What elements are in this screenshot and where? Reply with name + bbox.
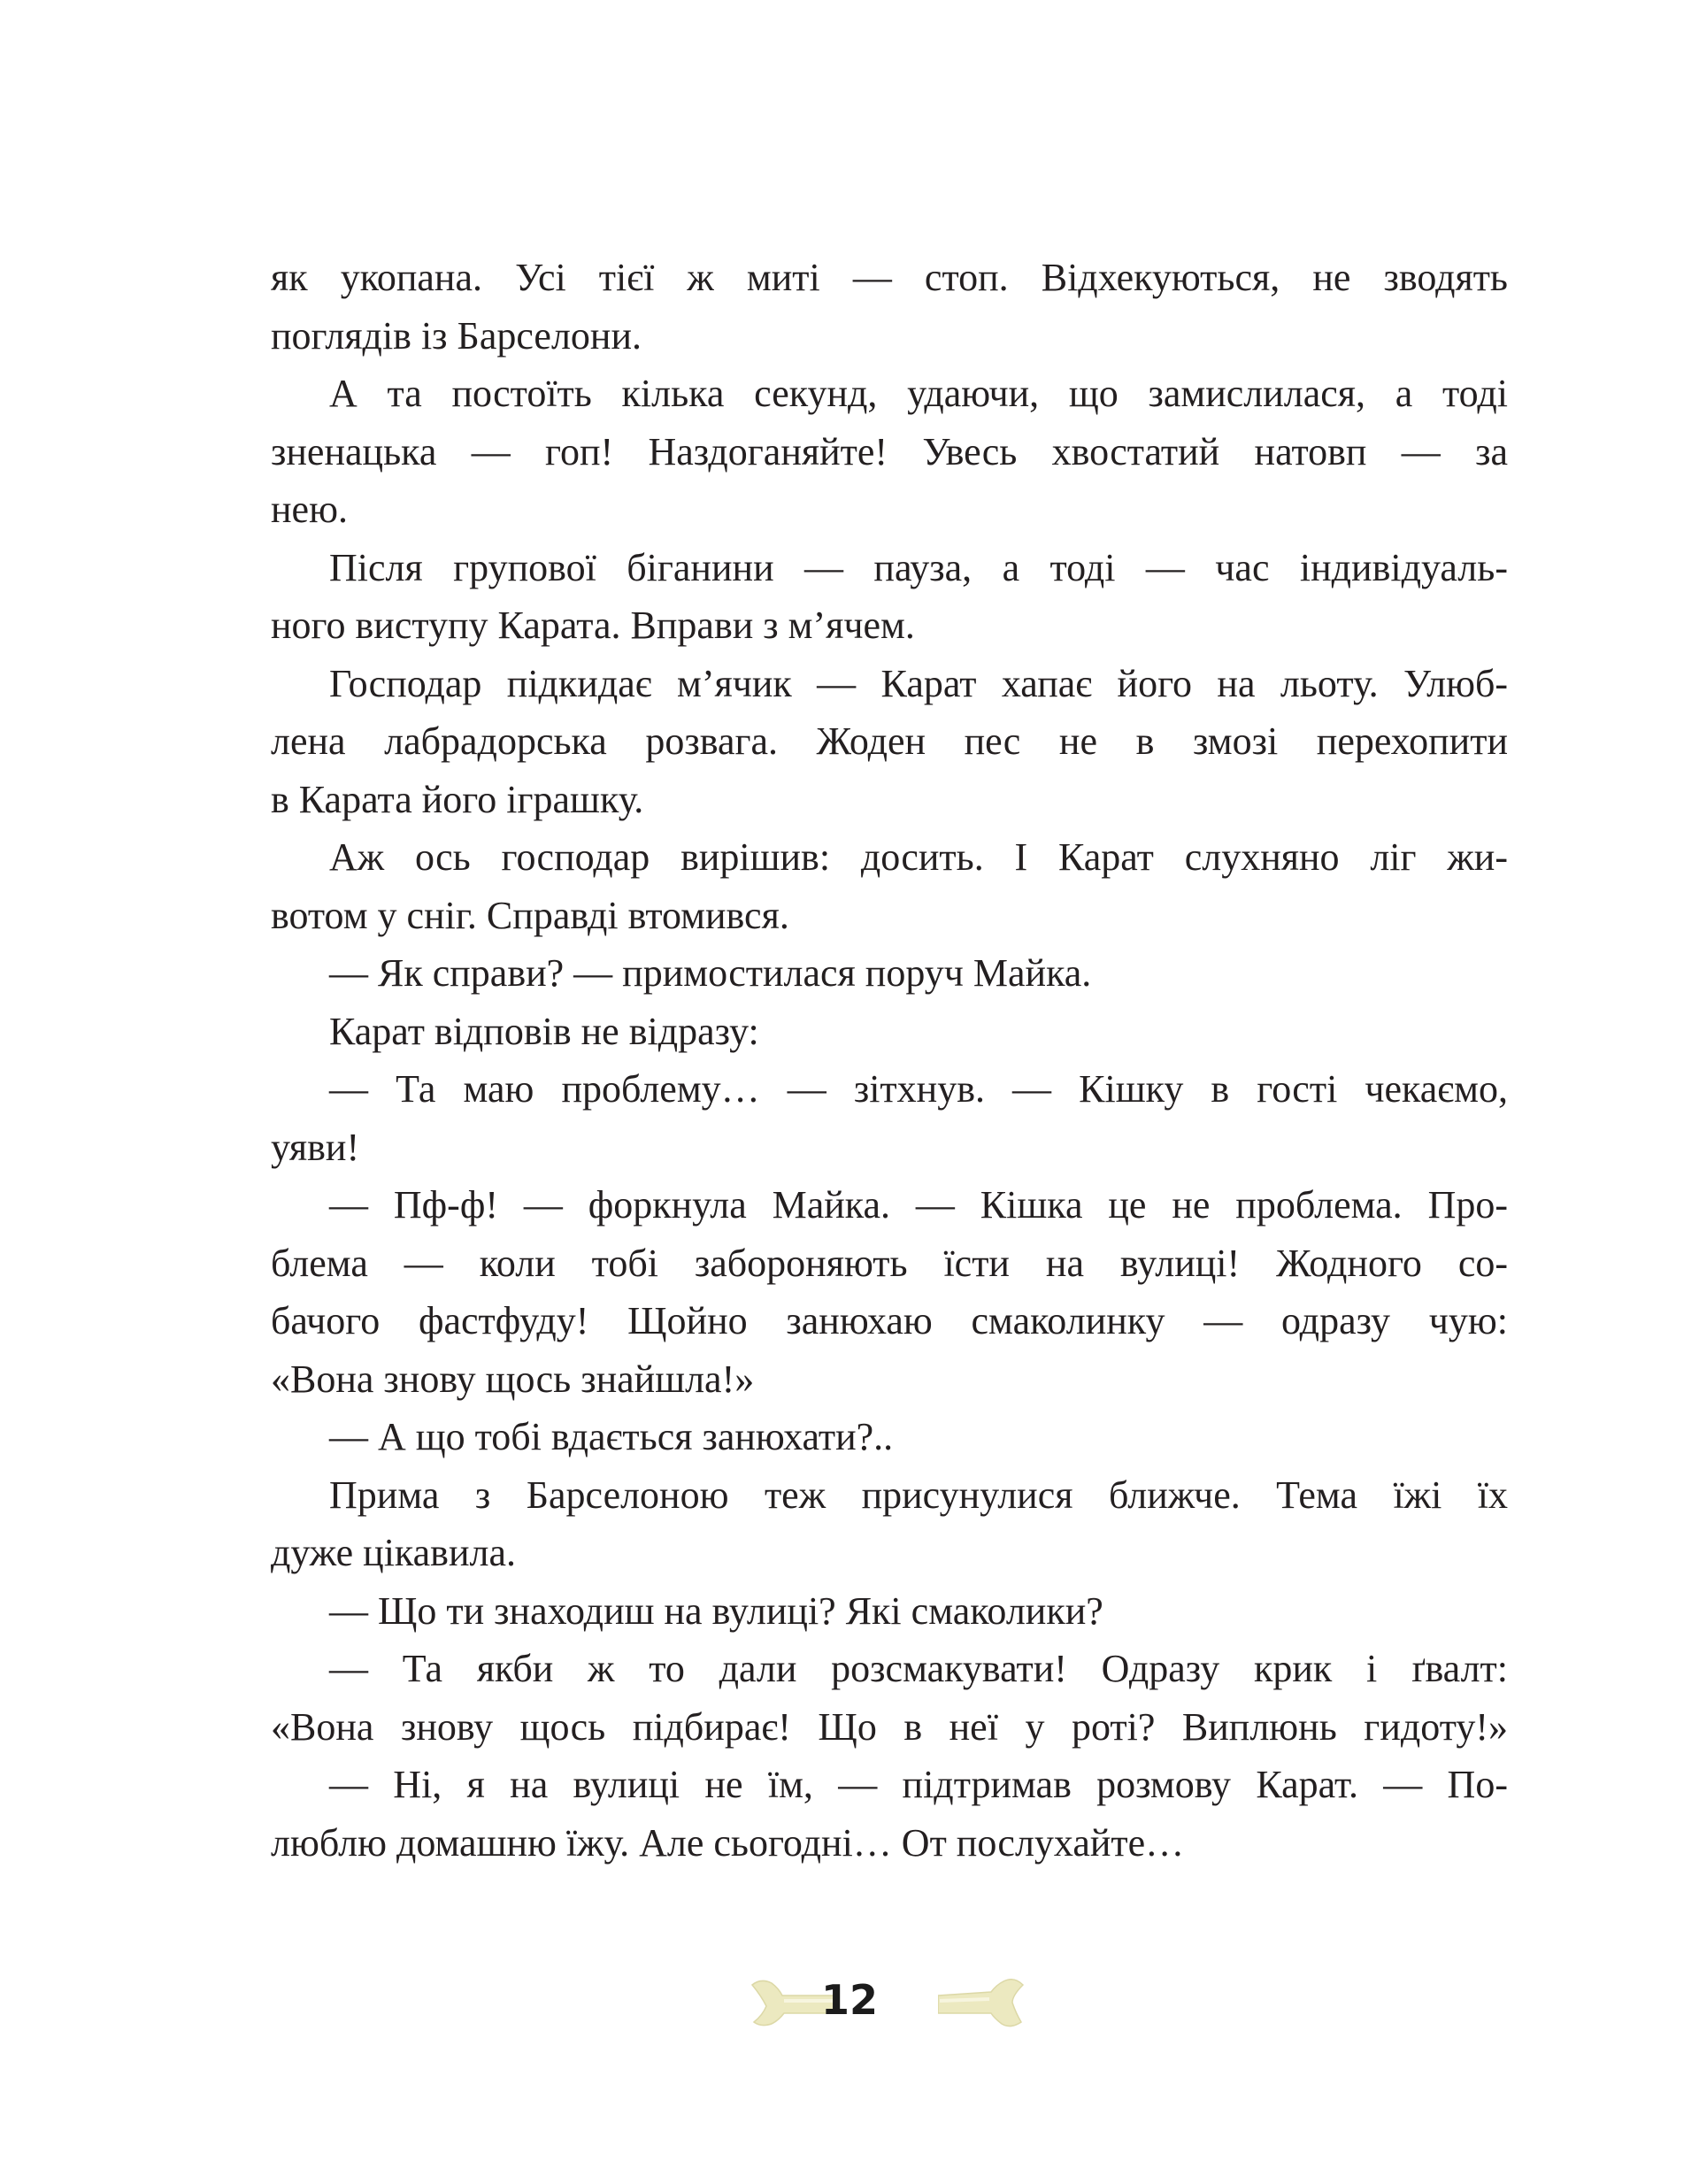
text-line: «Вона знову щось підбирає! Що в неї у роті? Виплюнь гидоту!» — [271, 1704, 1508, 1749]
text-line: «Вона знову щось знайшла!» — [271, 1357, 755, 1401]
text-line: Після групової біганини — пауза, а тоді — час індивідуаль- — [329, 545, 1508, 589]
text-line: лена лабрадорська розвага. Жоден пес не в змозі перехопити — [271, 719, 1508, 763]
page-number: 12 — [820, 1976, 879, 2024]
text-line: — А що тобі вдається занюхати?.. — [329, 1415, 894, 1458]
bone-icon — [938, 1976, 1026, 2029]
text-line: бачого фастфуду! Щойно занюхаю смаколинку — одразу чую: — [271, 1299, 1508, 1342]
text-line: Господар підкидає м’ячик — Карат хапає його на льоту. Улюб- — [329, 661, 1508, 705]
text-line: люблю домашню їжу. Але сьогодні… От послухайте… — [271, 1820, 1185, 1865]
text-line: — Та маю проблему… — зітхнув. — Кішку в гості чекаємо, — [329, 1067, 1508, 1111]
text-line: нею. — [271, 488, 348, 531]
text-line: як укопана. Усі тієї ж миті — стоп. Відхекуються, не зводять — [271, 256, 1508, 299]
text-line: поглядів із Барселони. — [271, 313, 642, 358]
text-line: Аж ось господар вирішив: досить. І Карат слухняно ліг жи- — [329, 835, 1508, 879]
text-line: — Та якби ж то дали розсмакувати! Одразу крик і ґвалт: — [329, 1647, 1508, 1690]
text-line: — Ні, я на вулиці не їм, — підтримав розмову Карат. — По- — [329, 1763, 1508, 1806]
text-line: зненацька — гоп! Наздоганяйте! Увесь хвостатий натовп — за — [271, 429, 1508, 473]
text-line: — Що ти знаходиш на вулиці? Які смаколики? — [329, 1588, 1103, 1633]
text-line: вотом у сніг. Справді втомився. — [271, 893, 789, 937]
body-text — [271, 249, 1508, 1872]
text-line: Прима з Барселоною теж присунулися ближче. Тема їжі їх — [329, 1473, 1508, 1517]
text-line: дуже цікавила. — [271, 1531, 516, 1574]
text-line: уяви! — [271, 1125, 360, 1169]
text-line: в Карата його іграшку. — [271, 777, 644, 821]
text-line: А та постоїть кілька секунд, удаючи, що замислилася, а тоді — [329, 372, 1508, 415]
text-line: Карат відповів не відразу: — [329, 1009, 759, 1053]
text-line: — Як справи? — примостилася поруч Майка. — [329, 951, 1092, 995]
page-footer — [0, 1960, 1699, 2040]
text-line: блема — коли тобі забороняють їсти на вулиці! Жодного со- — [271, 1241, 1508, 1285]
text-line: — Пф-ф! — форкнула Майка. — Кішка це не проблема. Про- — [329, 1183, 1508, 1227]
text-line: ного виступу Карата. Вправи з м’ячем. — [271, 604, 915, 647]
